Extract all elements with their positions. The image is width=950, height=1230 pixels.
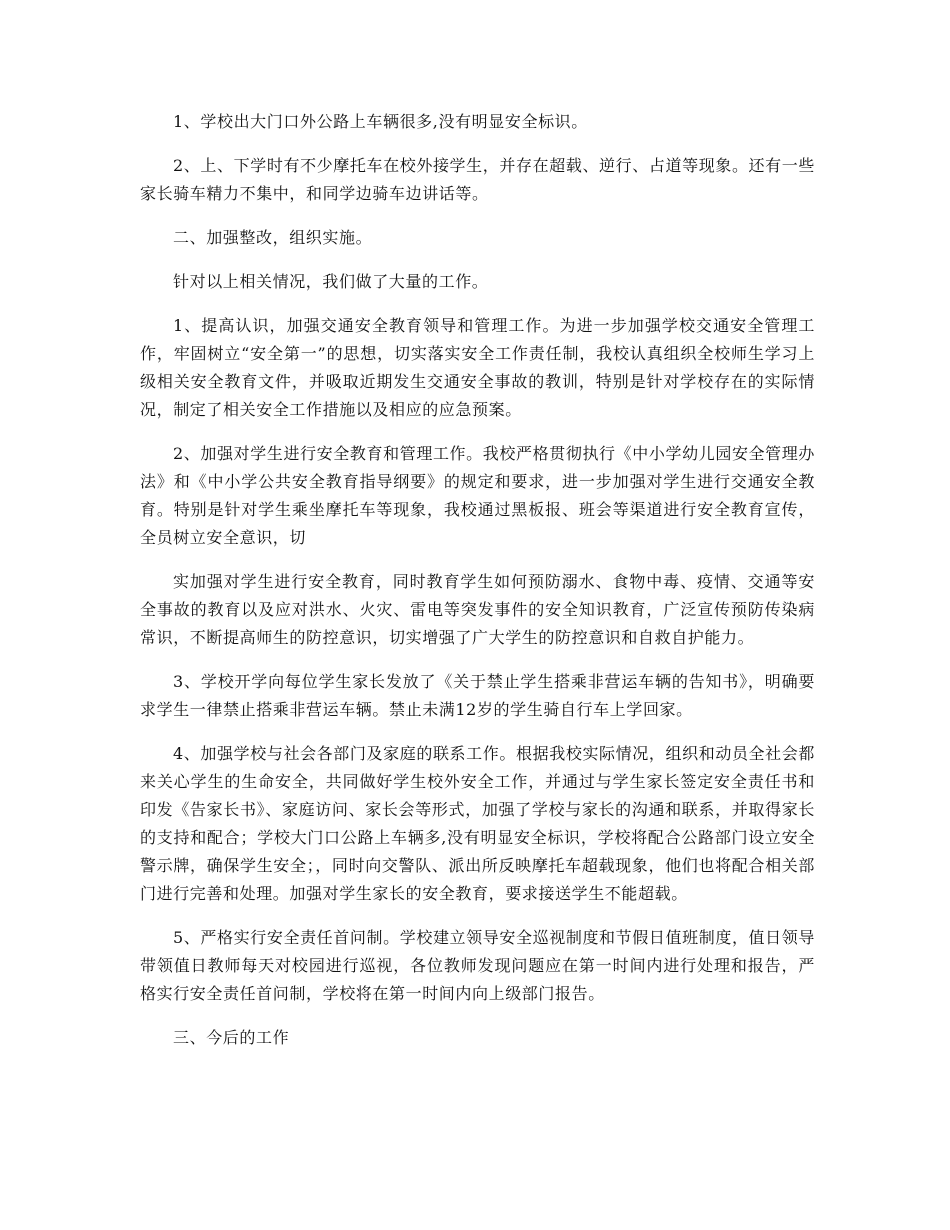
- paragraph-community-liaison: 4、加强学校与社会各部门及家庭的联系工作。根据我校实际情况，组织和动员全社会都来关心学生的生命安全，共同做好学生校外安全工作，并通过与学生家长签定安全责任书和印发《告家长书》、家庭访问、家长会等形式，加强了学校与家长的沟通和联系，并取得家长的支持和配合；学校大门口公路上车辆多,没有明显安全标识，学校将配合公路部门设立安全警示牌，确保学生安全；，同时向交警队、派出所反映摩托车超载现象，他们也将配合相关部门进行完善和处理。加强对学生家长的安全教育，要求接送学生不能超载。: [140, 744, 815, 903]
- paragraph-raise-awareness: 1、提高认识，加强交通安全教育领导和管理工作。为进一步加强学校交通安全管理工作，牢固树立“安全第一”的思想，切实落实安全工作责任制，我校认真组织全校师生学习上级相关安全教育文件，并吸取近期发生交通安全事故的教训，特别是针对学校存在的实际情况，制定了相关安全工作措施以及相应的应急预案。: [140, 316, 815, 419]
- paragraph-traffic-hazard: 1、学校出大门口外公路上车辆很多,没有明显安全标识。: [173, 112, 588, 131]
- paragraph-work-intro: 针对以上相关情况，我们做了大量的工作。: [173, 272, 489, 291]
- section-heading-rectification: 二、加强整改，组织实施。: [173, 228, 373, 247]
- paragraph-responsibility-system: 5、严格实行安全责任首问制。学校建立领导安全巡视制度和节假日值班制度，值日领导带领值日教师每天对校园进行巡视，各位教师发现问题应在第一时间内进行处理和报告，严格实行安全责任首问制，学校将在第一时间内向上级部门报告。: [140, 928, 815, 1003]
- document-body: [140, 108, 815, 1068]
- paragraph-motorcycle-pickup: 2、上、下学时有不少摩托车在校外接学生，并存在超载、逆行、占道等现象。还有一些家长骑车精力不集中，和同学边骑车边讲话等。: [140, 156, 815, 203]
- paragraph-safety-knowledge: 实加强对学生进行安全教育，同时教育学生如何预防溺水、食物中毒、疫情、交通等安全事故的教育以及应对洪水、火灾、雷电等突发事件的安全知识教育，广泛宣传预防传染病常识，不断提高师生的防控意识，切实增强了广大学生的防控意识和自救自护能力。: [140, 572, 815, 647]
- paragraph-parent-notice: 3、学校开学向每位学生家长发放了《关于禁止学生搭乘非营运车辆的告知书》，明确要求学生一律禁止搭乘非营运车辆。禁止未满12岁的学生骑自行车上学回家。: [140, 672, 815, 719]
- paragraph-student-education: 2、加强对学生进行安全教育和管理工作。我校严格贯彻执行《中小学幼儿园安全管理办法》和《中小学公共安全教育指导纲要》的规定和要求，进一步加强对学生进行交通安全教育。特别是针对学生乘坐摩托车等现象，我校通过黑板报、班会等渠道进行安全教育宣传，全员树立安全意识，切: [140, 444, 815, 547]
- section-heading-future-work: 三、今后的工作: [173, 1028, 290, 1047]
